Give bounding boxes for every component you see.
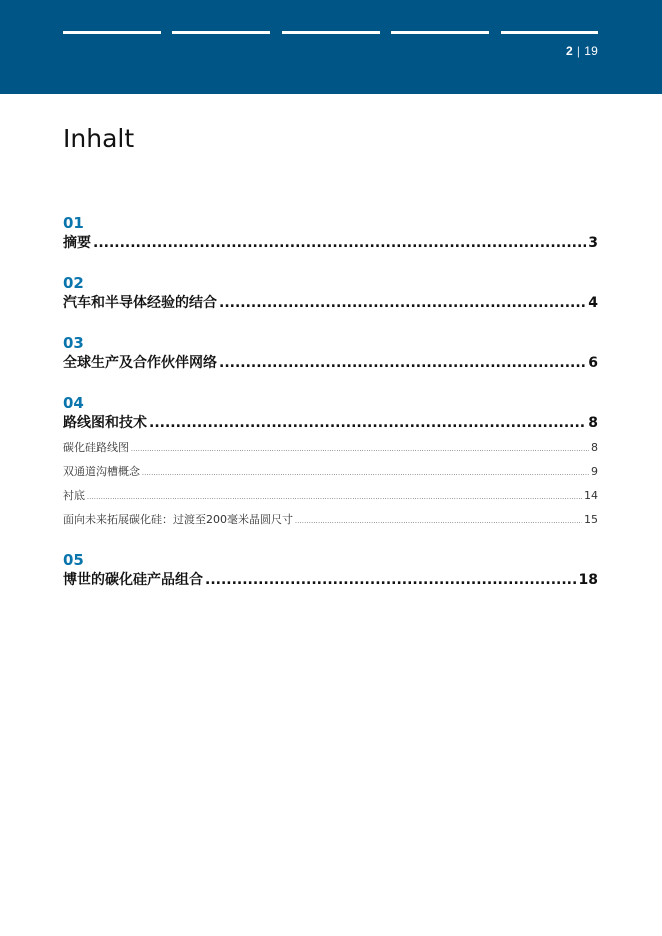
dot-leader: [219, 292, 586, 315]
toc-subentry[interactable]: [63, 508, 598, 532]
dot-leader: [219, 352, 586, 375]
toc-subentry-page: 14: [584, 489, 598, 502]
page-current: 2: [566, 44, 573, 58]
toc-entry-page: 8: [588, 415, 598, 431]
toc-subentry-page: 15: [584, 513, 598, 526]
toc-entry[interactable]: [63, 569, 598, 592]
toc-subentry-page: 9: [591, 465, 598, 478]
toc-subentry-title: 双通道沟槽概念: [63, 465, 140, 478]
toc-subentry[interactable]: [63, 436, 598, 460]
toc-entry-title: 路线图和技术: [63, 415, 147, 431]
toc-subentry-title: 碳化硅路线图: [63, 441, 129, 454]
toc-entry-title: 摘要: [63, 235, 91, 251]
header-rule: [282, 31, 380, 34]
toc-entry-page: 6: [588, 355, 598, 371]
toc-entry-title: 博世的碳化硅产品组合: [63, 572, 203, 588]
toc-entry-page: 3: [588, 235, 598, 251]
dot-leader: [93, 232, 586, 255]
toc-section-01: [63, 214, 598, 255]
section-number: 03: [63, 334, 84, 352]
page-total: 19: [584, 44, 598, 58]
header-rule: [63, 31, 161, 34]
toc-entry-title: 全球生产及合作伙伴网络: [63, 355, 217, 371]
toc-section-04: [63, 394, 598, 532]
toc-subentry-title: 衬底: [63, 489, 85, 502]
section-number: 05: [63, 551, 84, 569]
dot-leader: [295, 510, 582, 534]
page-number: [566, 44, 598, 58]
toc-section-03: [63, 334, 598, 375]
toc-section-02: [63, 274, 598, 315]
toc-entry[interactable]: [63, 232, 598, 255]
toc-subentry[interactable]: [63, 484, 598, 508]
toc-entry-page: 18: [578, 572, 598, 588]
page-title: Inhalt: [63, 124, 135, 153]
dot-leader: [149, 412, 586, 435]
section-number: 02: [63, 274, 84, 292]
dot-leader: [205, 569, 577, 592]
dot-leader: [87, 486, 582, 510]
table-of-contents: [63, 214, 598, 592]
toc-entry-page: 4: [588, 295, 598, 311]
toc-subentry[interactable]: [63, 460, 598, 484]
section-number: 01: [63, 214, 84, 232]
toc-subentry-page: 8: [591, 441, 598, 454]
header-rule: [391, 31, 489, 34]
dot-leader: [131, 438, 589, 462]
header-band: [0, 0, 662, 94]
toc-subentry-title: 面向未来拓展碳化硅：过渡至200毫米晶圆尺寸: [63, 513, 293, 526]
toc-entry-title: 汽车和半导体经验的结合: [63, 295, 217, 311]
page-separator: |: [576, 44, 581, 58]
header-rule: [172, 31, 270, 34]
toc-entry[interactable]: [63, 352, 598, 375]
header-rule: [501, 31, 598, 34]
toc-entry[interactable]: [63, 412, 598, 435]
toc-section-05: [63, 551, 598, 592]
dot-leader: [142, 462, 589, 486]
toc-entry[interactable]: [63, 292, 598, 315]
section-number: 04: [63, 394, 84, 412]
